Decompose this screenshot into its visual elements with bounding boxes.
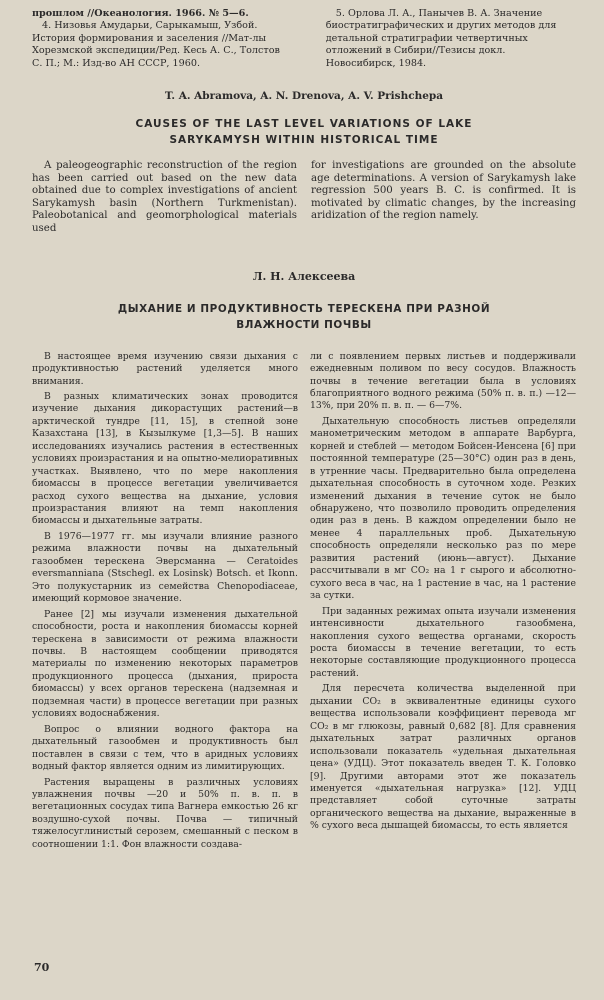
paragraph: В 1976—1977 гг. мы изучали влияние разного режима влажности почвы на дыхательный газообмен терескена Эверсманна — Ceratoides eversmanniana (Stschegl. ex Losinsk) Botsch. et Ikonn. Это полукустарник из семейства Chenopodiaceae, имеющий кормовое значение. xyxy=(32,530,298,605)
paragraph: В настоящее время изучению связи дыхания с продуктивностью растений уделяется много внимания. xyxy=(32,350,298,387)
abstract-right-column xyxy=(311,160,576,236)
paragraph: В разных климатических зонах проводится изучение дыхания дикорастущих растений—в арктической тундре [11, 15], в степной зоне Казахстана [13], в Кызылкуме [1,3—5]. В наших исследованиях изучались растения в естественных условиях произрастания и на опытно-мелиоративных участках. Выявлено, что по мере накопления биомассы в процессе вегетации увеличивается расход сухого вещества на дыхание, условия произрастания влияют на темп накопления биомассы и дыхательные затраты. xyxy=(32,390,298,527)
abstract-left-column xyxy=(32,160,297,236)
paragraph: Растения выращены в различных условиях увлажнения почвы —20 и 50% п. в. п. в вегетационных сосудах типа Вагнера емкостью 26 кг воздушно-сухой почвы. Почва — типичный тяжелосуглинистый серозем, смешанный с песком в соотношении 1:1. Фон влажности создава- xyxy=(32,776,298,850)
paragraph: Для пересчета количества выделенной при дыхании CO₂ в эквивалентные единицы сухого вещества использовали коэффициент перевода мг CO₂ в мг глюкозы, равный 0,682 [8]. Для сравнения дыхательных затрат различных органов использовали показатель «удельная дыхательная цена» (УДЦ). Этот показатель введен Т. К. Головко [9]. Другими авторами этот же показатель именуется «дыхательная нагрузка» [12]. УДЦ представляет собой суточные затраты органического вещества на дыхание, выраженные в % сухого веса дышащей биомассы, то есть является xyxy=(310,683,576,832)
russian-article-title xyxy=(32,301,576,333)
english-title-line-1: CAUSES OF THE LAST LEVEL VARIATIONS OF LAKE xyxy=(135,118,473,131)
english-abstract xyxy=(32,160,576,236)
reference-item-4: 4. Низовья Амударьи, Сарыкамыш, Узбой. История формирования и заселения //Мат-лы Хорезмской экспедиции/Ред. Кесь А. С., Толстов С. П.; М.: Изд-во АН СССР, 1960. xyxy=(32,20,280,69)
paragraph: Дыхательную способность листьев определяли манометрическим методом в аппарате Варбурга, корней и стеблей — методом Бойсен-Иенсена [6] при постоянной температуре (25—30°C) один раз в день, в утренние часы. Предварительно была определена дыхательная способность в суточном ходе. Резких изменений дыхания в течение суток не было обнаружено, что позволило проводить определения один раз в день. В каждом определении было не менее 4 параллельных проб. Дыхательную способность определяли несколько раз по мере развития растений (июнь—август). Дыхание рассчитывали в мг CO₂ на 1 г сырого и абсолютно-сухого веса в час, на 1 растение в час, на 1 растение за сутки. xyxy=(310,415,576,602)
english-article-authors: T. A. Abramova, A. N. Drenova, A. V. Prishchepa xyxy=(164,90,444,103)
paragraph: Ранее [2] мы изучали изменения дыхательной способности, роста и накопления биомассы корней терескена в зависимости от режима влажности почвы. В настоящем сообщении приводятся материалы по изменению некоторых параметров продукционного процесса (дыхания, прироста биомассы) у всех органов терескена (надземная и подземная части) в процессе вегетации при разных условиях водоснабжения. xyxy=(32,608,298,720)
abstract-text-right: for investigations are grounded on the absolute age determinations. A version of Sarykamysh lake regression 500 years B. C. is confirmed. It is motivated by climatic changes, by the increasing aridization of the region namely. xyxy=(311,160,576,222)
reference-item-5: 5. Орлова Л. А., Панычев В. А. Значение биостратиграфических и других методов для детальной стратиграфии четвертичных отложений в Сибири//Тезисы докл. Новосибирск, 1984. xyxy=(325,8,557,69)
english-article-title xyxy=(32,116,576,148)
references-left-column xyxy=(32,8,282,70)
paragraph: ли с появлением первых листьев и поддерживали ежедневным поливом по весу сосудов. Влажность почвы в течение вегетации была в условиях благоприятного водного режима (50% п. в. п.) —12—13%, при 20% п. в. п. — 6—7%. xyxy=(310,350,576,412)
russian-article-body xyxy=(32,351,576,855)
paragraph: Вопрос о влиянии водного фактора на дыхательный газообмен и продуктивность был поставлен в связи с тем, что в аридных условиях водный фактор является одним из лимитирующих. xyxy=(32,723,298,773)
abstract-text-left: A paleogeographic reconstruction of the region has been carried out based on the new data obtained due to complex investigations of ancient Sarykamysh basin (Northern Turkmenistan). Paleobotanical and geomorphological materials used xyxy=(32,160,297,234)
english-title-line-2: SARYKAMYSH WITHIN HISTORICAL TIME xyxy=(169,134,439,147)
russian-title-line-2: ВЛАЖНОСТИ ПОЧВЫ xyxy=(236,318,372,331)
body-left-column xyxy=(32,351,298,855)
reference-list-continued xyxy=(32,8,576,70)
references-right-column xyxy=(326,8,576,70)
paragraph: При заданных режимах опыта изучали изменения интенсивности дыхательного газообмена, накопления сухого вещества органами, скорость роста биомассы в течение вегетации, то есть некоторые составляющие продукционного процесса растений. xyxy=(310,605,576,679)
russian-article-author: Л. Н. Алексеева xyxy=(252,269,356,283)
russian-title-line-1: ДЫХАНИЕ И ПРОДУКТИВНОСТЬ ТЕРЕСКЕНА ПРИ РАЗНОЙ xyxy=(117,302,491,315)
body-right-column xyxy=(310,351,576,855)
reference-line: прошлом //Океанология. 1966. № 5—6. xyxy=(32,8,249,19)
page-number: 70 xyxy=(34,961,50,974)
